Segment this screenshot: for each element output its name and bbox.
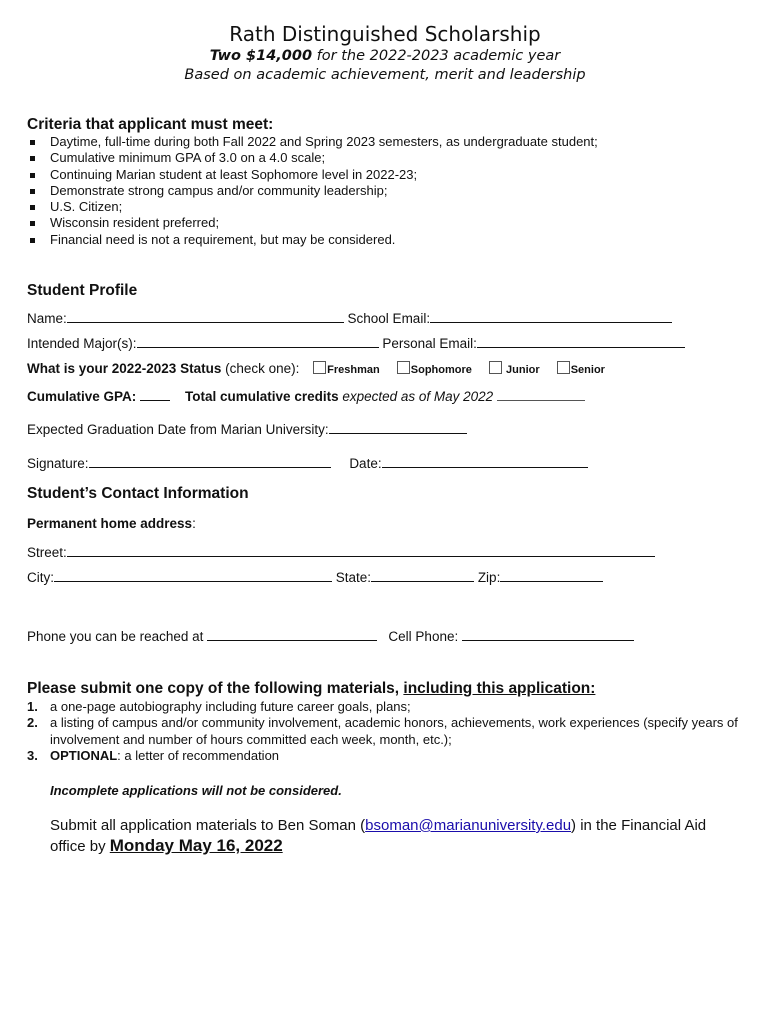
- option-label: Freshman: [327, 364, 380, 376]
- city-field[interactable]: [54, 569, 332, 582]
- item-number: 3.: [27, 748, 38, 764]
- credits-label: Total cumulative credits: [185, 389, 339, 404]
- major-field[interactable]: [137, 335, 379, 348]
- gpa-row: [27, 388, 585, 404]
- status-option-senior[interactable]: [557, 364, 605, 376]
- criteria-item: Demonstrate strong campus and/or community leadership;: [27, 183, 598, 199]
- date-label: Date:: [349, 456, 382, 471]
- criteria-list: [27, 134, 598, 248]
- option-label: Sophomore: [410, 364, 472, 376]
- signature-label: Signature:: [27, 456, 89, 471]
- date-field[interactable]: [382, 455, 588, 468]
- materials-heading-text: Please submit one copy of the following materials,: [27, 680, 404, 697]
- street-field[interactable]: [67, 544, 655, 557]
- checkbox[interactable]: [557, 361, 570, 374]
- address-label: Permanent home address: [27, 516, 193, 531]
- school-email-label: School Email:: [347, 311, 431, 326]
- personal-email-field[interactable]: [477, 335, 685, 348]
- major-row: [27, 335, 685, 351]
- criteria-item: Continuing Marian student at least Sophomore level in 2022-23;: [27, 167, 598, 183]
- address-colon: :: [192, 516, 196, 531]
- item-text: : a letter of recommendation: [117, 748, 280, 764]
- item-number: 1.: [27, 699, 38, 714]
- contact-heading: Student’s Contact Information: [27, 485, 249, 502]
- gpa-label: Cumulative GPA:: [27, 389, 137, 404]
- school-email-field[interactable]: [430, 310, 672, 323]
- item-text: a one-page autobiography including future career goals, plans;: [50, 699, 411, 714]
- materials-heading: [27, 680, 595, 698]
- incomplete-notice: Incomplete applications will not be considered.: [50, 783, 342, 798]
- deadline: Monday May 16, 2022: [109, 836, 283, 855]
- major-label: Intended Major(s):: [27, 336, 137, 351]
- submission-instructions: [50, 816, 740, 857]
- list-item: [27, 699, 742, 715]
- status-options: [313, 361, 619, 376]
- zip-label: Zip:: [477, 570, 501, 585]
- zip-field[interactable]: [500, 569, 603, 582]
- status-question: What is your 2022-2023 Status: [27, 361, 222, 376]
- criteria-item: Financial need is not a requirement, but may be considered.: [27, 232, 598, 248]
- personal-email-label: Personal Email:: [382, 336, 477, 351]
- street-label: Street:: [27, 545, 67, 560]
- graduation-label: Expected Graduation Date from Marian University:: [27, 422, 329, 437]
- address-heading: [27, 516, 196, 531]
- city-label: City:: [27, 570, 54, 585]
- award-year: for the 2022-2023 academic year: [312, 48, 561, 64]
- cell-label: Cell Phone:: [388, 629, 459, 644]
- item-number: 2.: [27, 715, 38, 731]
- criteria-item: U.S. Citizen;: [27, 199, 598, 215]
- award-amount: Two $14,000: [209, 48, 313, 64]
- page-title: Rath Distinguished Scholarship: [229, 22, 541, 46]
- criteria-item: Daytime, full-time during both Fall 2022 and Spring 2023 semesters, as undergraduate student;: [27, 134, 598, 150]
- status-hint: (check one):: [221, 361, 300, 376]
- state-field[interactable]: [371, 569, 474, 582]
- student-profile-heading: Student Profile: [27, 282, 138, 299]
- list-item: [27, 715, 742, 748]
- criteria-heading: Criteria that applicant must meet:: [27, 116, 274, 133]
- materials-list: [27, 699, 742, 765]
- state-label: State:: [335, 570, 372, 585]
- checkbox[interactable]: [489, 361, 502, 374]
- city-row: [27, 569, 603, 585]
- option-label: Junior: [506, 364, 540, 376]
- instructions-text: Submit all application materials to Ben Soman (: [50, 817, 366, 834]
- name-label: Name:: [27, 311, 67, 326]
- item-optional: OPTIONAL: [50, 748, 118, 764]
- credits-hint: expected as of May 2022: [338, 389, 494, 404]
- option-label: Senior: [570, 364, 605, 376]
- contact-email-link[interactable]: bsoman@marianuniversity.edu: [365, 817, 572, 834]
- checkbox[interactable]: [397, 361, 410, 374]
- award-basis: Based on academic achievement, merit and leadership: [184, 67, 586, 83]
- criteria-item: Cumulative minimum GPA of 3.0 on a 4.0 scale;: [27, 150, 598, 166]
- credits-field[interactable]: [497, 388, 585, 401]
- criteria-item: Wisconsin resident preferred;: [27, 215, 598, 231]
- status-row: [27, 361, 619, 376]
- list-item: [27, 748, 742, 764]
- instructions-text: ) in the Financial Aid office by: [50, 817, 707, 855]
- gpa-field[interactable]: [140, 388, 170, 401]
- phone-label: Phone you can be reached at: [27, 629, 204, 644]
- graduation-field[interactable]: [329, 421, 467, 434]
- checkbox[interactable]: [313, 361, 326, 374]
- cell-field[interactable]: [462, 628, 634, 641]
- street-row: [27, 544, 655, 560]
- status-option-sophomore[interactable]: [397, 364, 472, 376]
- signature-row: [27, 455, 588, 471]
- name-row: [27, 310, 672, 326]
- status-option-freshman[interactable]: [313, 364, 380, 376]
- name-field[interactable]: [67, 310, 344, 323]
- phone-row: [27, 628, 634, 644]
- signature-field[interactable]: [89, 455, 331, 468]
- phone-field[interactable]: [207, 628, 377, 641]
- graduation-row: [27, 421, 467, 437]
- status-option-junior[interactable]: [489, 364, 540, 376]
- item-text: a listing of campus and/or community involvement, academic honors, achievements, work experiences (specify years of involvement and number of hours committed each week, month, etc.);: [50, 715, 738, 747]
- award-subtitle: [0, 48, 770, 64]
- materials-heading-underlined: including this application:: [403, 680, 596, 697]
